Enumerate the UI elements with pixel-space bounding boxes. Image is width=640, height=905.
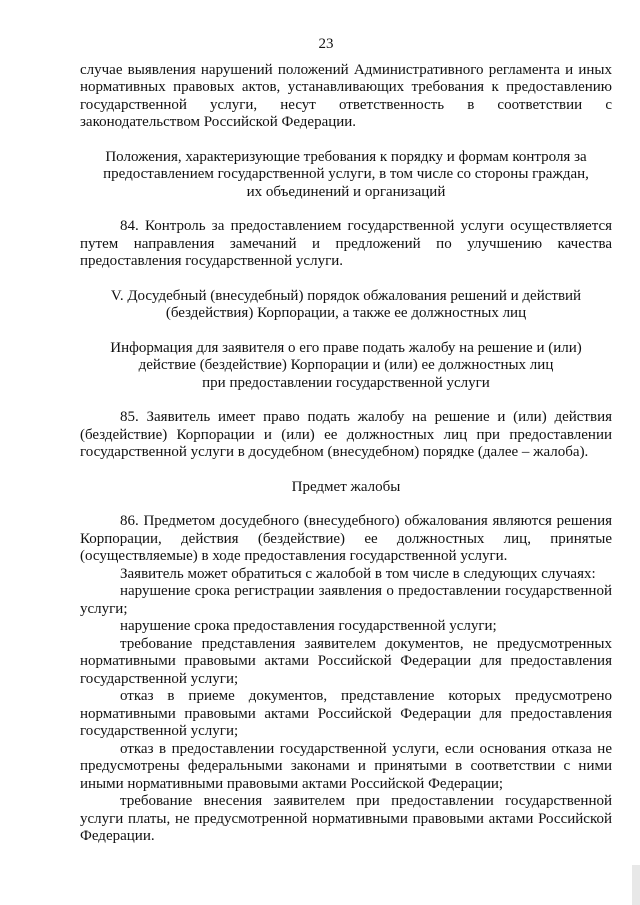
heading-control-line-2: предоставлением государственной услуги, в том числе со стороны граждан, <box>103 166 589 182</box>
case-item: нарушение срока регистрации заявления о предоставлении государственной услуги; <box>80 583 612 617</box>
scan-edge-shadow <box>632 865 640 905</box>
section-5-heading <box>80 288 612 323</box>
case-item: отказ в приеме документов, представление которых предусмотрено нормативными правовыми актами Российской Федерации для предоставления государственной услуги; <box>80 688 612 739</box>
case-item: требование представления заявителем документов, не предусмотренных нормативными правовыми актами Российской Федерации для предоставления государственной услуги; <box>80 635 612 687</box>
heading-info-line-1: Информация для заявителя о его праве подать жалобу на решение и (или) <box>110 339 582 356</box>
heading-info <box>80 340 612 393</box>
paragraph-85: 85. Заявитель имеет право подать жалобу на решение и (или) действия (бездействие) Корпорации и (или) ее должностных лиц при предоставлении государственной услуги в досудебном (внесудебном) порядке (далее – жалоба). <box>80 409 612 460</box>
case-item: отказ в предоставлении государственной услуги, если основания отказа не предусмотрены федеральными законами и принятыми в соответствии с ними иными нормативными правовыми актами Российской Федерации; <box>80 740 612 792</box>
cases-intro: Заявитель может обратиться с жалобой в том числе в следующих случаях: <box>120 565 596 582</box>
intro-paragraph: случае выявления нарушений положений Административного регламента и иных нормативных правовых актов, устанавливающих требования к предоставлению государственной услуги, несут ответственность в соответствии с законодательством Российской Федерации. <box>80 61 612 130</box>
section-5-line-2: (бездействия) Корпорации, а также ее должностных лиц <box>165 305 527 321</box>
heading-control <box>80 149 612 202</box>
section-5-line-1: V. Досудебный (внесудебный) порядок обжалования решений и действий <box>110 287 582 304</box>
heading-info-line-2: действие (бездействие) Корпорации и (или) ее должностных лиц <box>138 357 554 373</box>
case-item: нарушение срока предоставления государственной услуги; <box>120 618 497 634</box>
paragraph-86: 86. Предметом досудебного (внесудебного) обжалования являются решения Корпорации, действия (бездействие) ее должностных лиц, принятые (осуществляемые) в ходе предоставления государственной услуги. <box>80 513 612 564</box>
heading-info-line-3: при предоставлении государственной услуги <box>202 374 490 391</box>
page-number: 23 <box>318 36 334 52</box>
case-item: требование внесения заявителем при предоставлении государственной услуги платы, не предусмотренной нормативными правовыми актами Российской Федерации. <box>80 793 612 844</box>
paragraph-84: 84. Контроль за предоставлением государственной услуги осуществляется путем направления замечаний и предложений по улучшению качества предоставления государственной услуги. <box>80 218 612 269</box>
heading-control-line-3: их объединений и организаций <box>246 183 446 200</box>
heading-control-line-1: Положения, характеризующие требования к порядку и формам контроля за <box>105 148 587 165</box>
heading-subject: Предмет жалобы <box>291 478 401 495</box>
